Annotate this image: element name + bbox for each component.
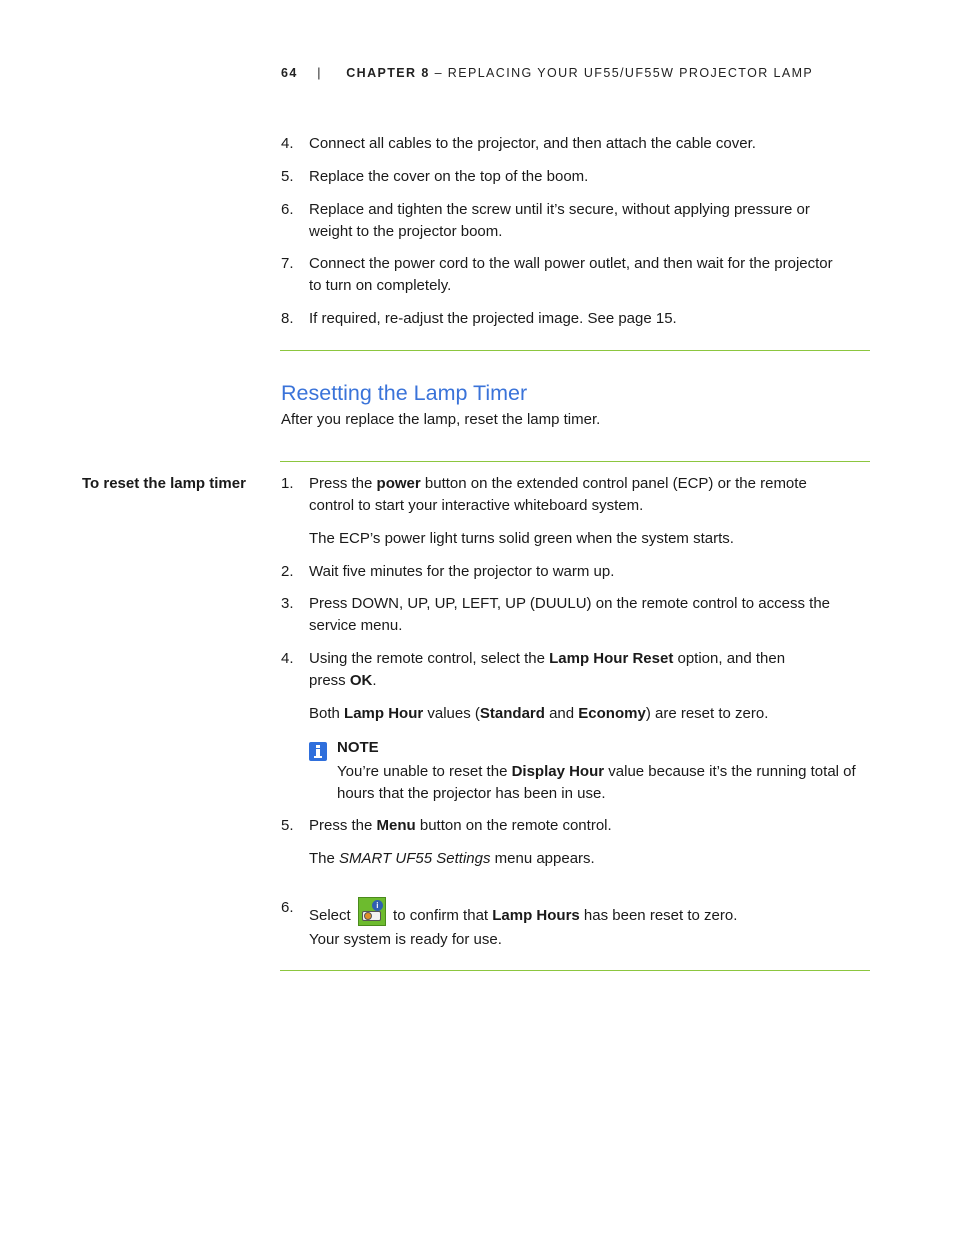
info-icon — [309, 742, 327, 761]
procedure-step-4: 4. Using the remote control, select the Lamp Hour Reset option, and then press OK. — [281, 650, 786, 689]
header-separator: | — [317, 66, 322, 80]
procedure-step-6: 6. Select i to confirm that Lamp Hours has been reset to zero. — [281, 899, 738, 924]
note-body: You’re unable to reset the Display Hour value because it’s the running total of hours that the projector has been in use. — [337, 763, 856, 802]
list-item: 4. Connect all cables to the projector, and then attach the cable cover. — [281, 135, 756, 152]
list-item: 5. Replace the cover on the top of the boom. — [281, 168, 589, 185]
section-title: Resetting the Lamp Timer — [281, 381, 528, 405]
settings-info-icon: i — [358, 897, 386, 926]
chapter-title: – REPLACING YOUR UF55/UF55W PROJECTOR LAMP — [434, 66, 814, 80]
step-result: Both Lamp Hour values (Standard and Economy) are reset to zero. — [309, 705, 769, 722]
divider — [280, 461, 870, 462]
list-item: 6. Replace and tighten the screw until it’s secure, without applying pressure or weight to the projector boom. — [281, 201, 810, 240]
procedure-step-2: 2. Wait five minutes for the projector to warm up. — [281, 563, 615, 580]
chapter-label: CHAPTER 8 — [346, 66, 430, 80]
procedure-label: To reset the lamp timer — [82, 475, 246, 492]
list-item: 8. If required, re-adjust the projected image. See page 15. — [281, 310, 677, 327]
section-intro: After you replace the lamp, reset the lamp timer. — [281, 411, 601, 428]
step-result: The ECP’s power light turns solid green when the system starts. — [309, 530, 734, 547]
list-item: 7. Connect the power cord to the wall power outlet, and then wait for the projector to turn on completely. — [281, 255, 833, 294]
procedure-step-3: 3. Press DOWN, UP, UP, LEFT, UP (DUULU) on the remote control to access the service menu. — [281, 595, 831, 634]
procedure-step-1: 1. Press the power button on the extended control panel (ECP) or the remote control to start your interactive whiteboard system. — [281, 475, 807, 514]
step-result: Your system is ready for use. — [309, 931, 502, 948]
running-header — [281, 66, 813, 80]
page-number: 64 — [281, 66, 298, 80]
divider — [280, 350, 870, 351]
divider — [280, 970, 870, 971]
step-result: The SMART UF55 Settings menu appears. — [309, 850, 595, 867]
procedure-step-5: 5. Press the Menu button on the remote control. — [281, 817, 612, 834]
note-heading: NOTE — [337, 739, 379, 756]
